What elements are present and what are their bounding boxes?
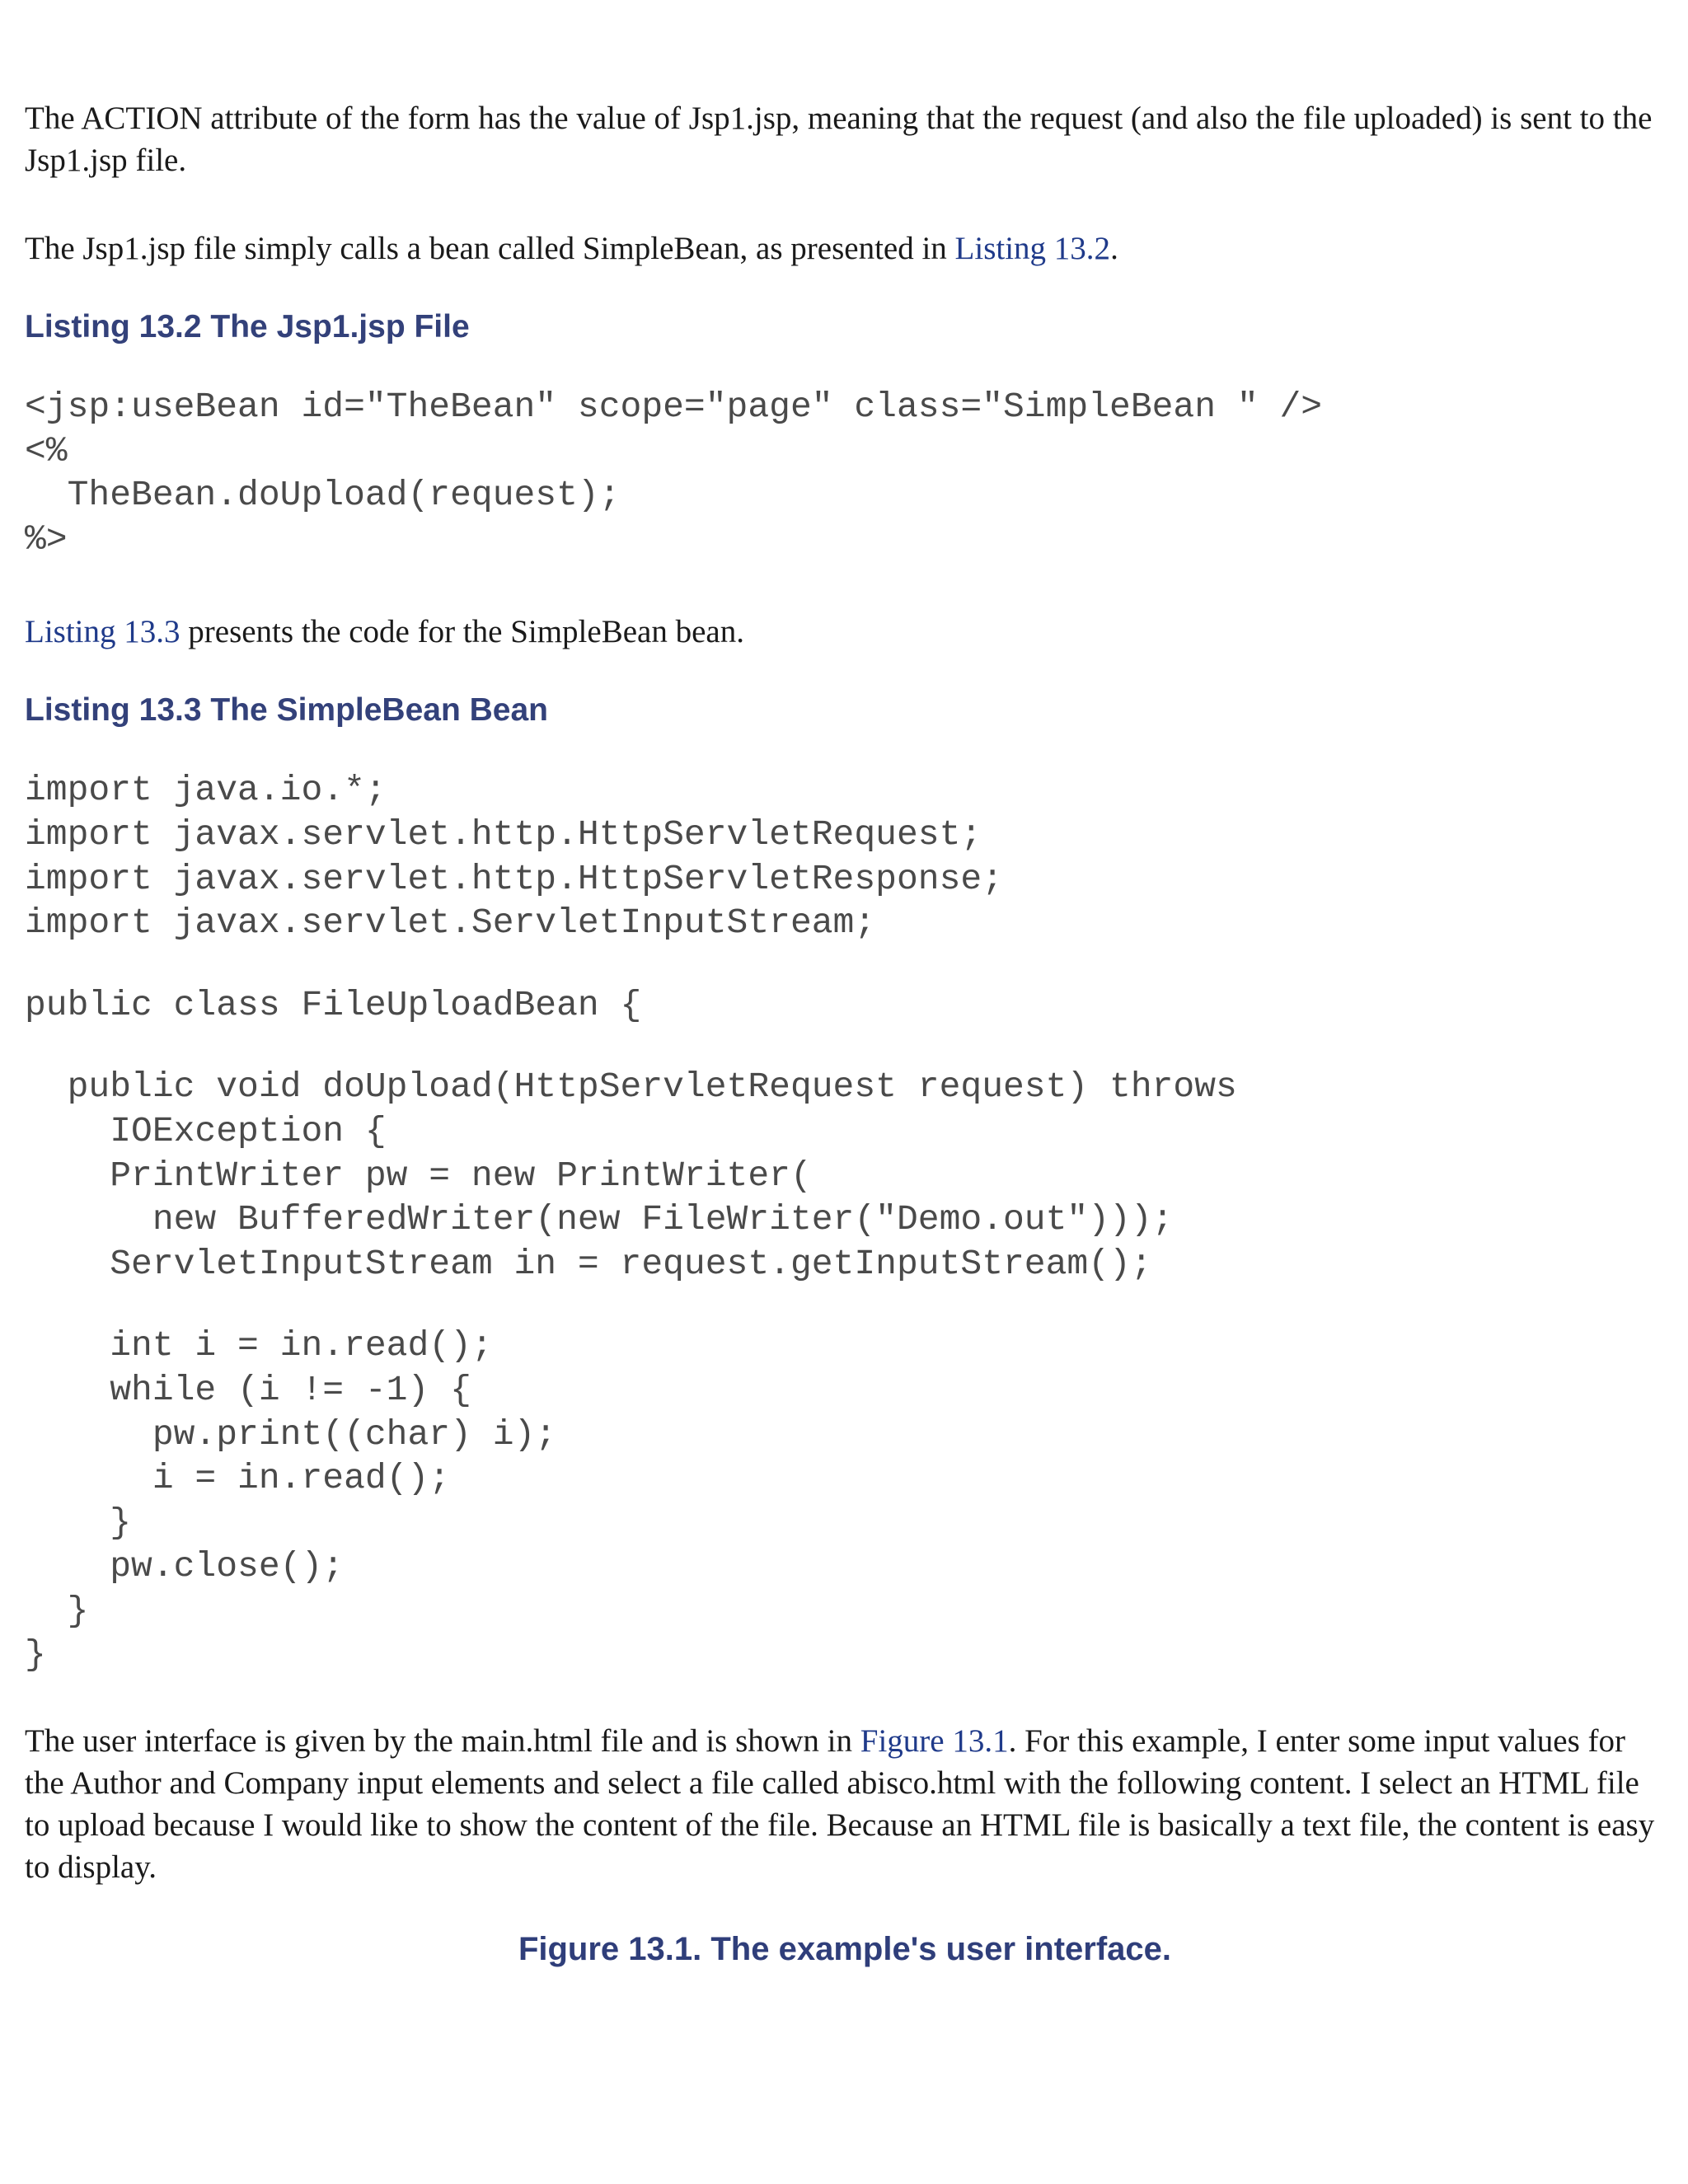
paragraph-text: The user interface is given by the main.html file and is shown in — [25, 1723, 860, 1760]
paragraph-text: The Jsp1.jsp file simply calls a bean called SimpleBean, as presented in — [25, 231, 955, 266]
paragraph-action-attribute: The ACTION attribute of the form has the value of Jsp1.jsp, meaning that the request (and also the file uploaded) is sent to the Jsp1.jsp file. — [25, 101, 1653, 178]
listing-13-2-code: <jsp:useBean id="TheBean" scope="page" class="SimpleBean " /> <% TheBean.doUpload(request); %> — [25, 387, 1323, 560]
paragraph-listing-13-3-intro — [25, 611, 1665, 653]
listing-13-3-imports: import java.io.*; import javax.servlet.http.HttpServletRequest; import javax.servlet.http.HttpServletResponse; import javax.servlet.ServletInputStream; — [25, 770, 1003, 944]
figure-13-1-link[interactable]: Figure 13.1 — [860, 1723, 1009, 1760]
paragraph-text: . For this example, I enter some input values for the Author and Company input elements and select a file called abisco.html with the following content. I select an HTML file to upload because I would like to show the content of the file. Because an HTML file is basically a text file, the content is easy to display. — [25, 1723, 1655, 1886]
listing-13-3-title: Listing 13.3 The SimpleBean Bean — [25, 692, 549, 729]
paragraph-text: presents the code for the SimpleBean bean. — [180, 614, 744, 650]
listing-13-2-title: Listing 13.2 The Jsp1.jsp File — [25, 309, 470, 344]
listing-13-2-link[interactable]: Listing 13.2 — [954, 231, 1111, 266]
paragraph-text: . — [1110, 231, 1118, 266]
paragraph-jsp1-calls-bean — [25, 227, 1665, 269]
listing-13-3-method-header: public void doUpload(HttpServletRequest request) throws IOException { PrintWriter pw = new PrintWriter( new BufferedWriter(new FileWriter("Demo.out"))); ServletInputStream in = request.getInputStream(); — [67, 1066, 1237, 1284]
figure-13-1-caption: Figure 13.1. The example's user interface. — [518, 1931, 1172, 1968]
paragraph-user-interface — [25, 1720, 1665, 1888]
listing-13-3-class-decl: public class FileUploadBean { — [25, 984, 642, 1025]
document-page — [25, 97, 1665, 1969]
listing-13-3-read-loop: int i = in.read(); while (i != -1) { pw.print((char) i); i = in.read(); } pw.close(); } } — [25, 1325, 557, 1675]
listing-13-3-link[interactable]: Listing 13.3 — [25, 614, 181, 650]
